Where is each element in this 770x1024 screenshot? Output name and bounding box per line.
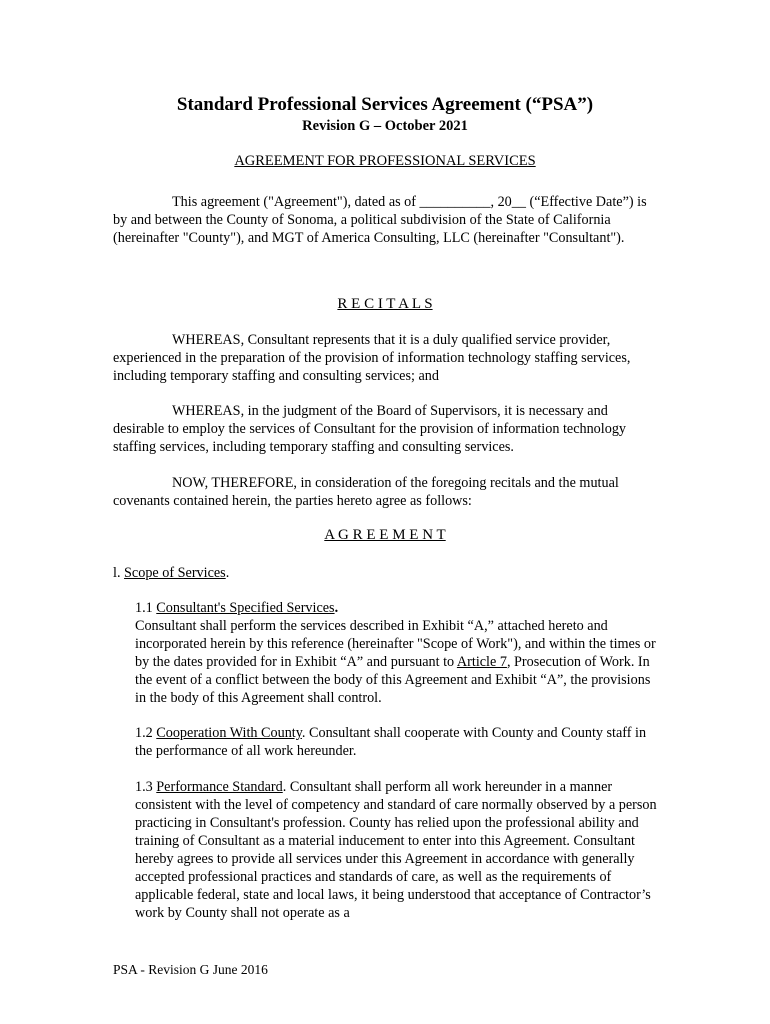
subsection-1-2-text: . Consultant shall cooperate with County and County staff in the performance of all work hereunder.	[135, 725, 647, 759]
article-7-link[interactable]: Article 7	[456, 654, 507, 670]
subsection-1-1-number: 1.1	[135, 600, 153, 616]
agreement-heading: A G R E E M E N T	[324, 527, 446, 543]
now-therefore-paragraph: NOW, THEREFORE, in consideration of the foregoing recitals and the mutual covenants contained herein, the parties hereto agree as follows:	[113, 475, 619, 509]
document-title: Standard Professional Services Agreement (“PSA”)	[176, 94, 594, 115]
subsection-1-1	[135, 599, 660, 707]
subsection-1-1-text-b: , Prosecution of Work. In the event of a conflict between the body of this Agreement and Exhibit “A”, the provisions in the body of this Agreement shall control.	[135, 654, 651, 706]
page-footer: PSA - Revision G June 2016	[113, 962, 268, 977]
section-1-title: Scope of Services	[124, 565, 226, 581]
subsection-1-1-text-a: Consultant shall perform the services described in Exhibit “A,” attached hereto and incorporated herein by this reference (hereinafter "Scope of Work"), and within the times or by the dates provided for in Exhibit “A” and pursuant to	[135, 618, 656, 670]
section-1-number: l.	[113, 565, 121, 581]
subsection-1-2-number: 1.2	[135, 725, 153, 741]
subsection-1-1-title-suffix: .	[334, 600, 339, 616]
section-1-title-suffix: .	[225, 565, 230, 581]
recitals-heading: R E C I T A L S	[337, 296, 433, 312]
section-1-heading	[113, 564, 653, 582]
document-subtitle: AGREEMENT FOR PROFESSIONAL SERVICES	[234, 153, 536, 169]
subsection-1-1-title: Consultant's Specified Services	[156, 600, 335, 616]
subsection-1-2	[135, 724, 660, 760]
subsection-1-3-number: 1.3	[135, 779, 153, 795]
revision-line: Revision G – October 2021	[302, 118, 468, 134]
subsection-1-3-title: Performance Standard	[156, 779, 283, 795]
whereas-paragraph-1: WHEREAS, Consultant represents that it is a duly qualified service provider, experienced in the preparation of the provision of information technology staffing services, including temporary staffing and consulting services; and	[113, 332, 631, 384]
whereas-paragraph-2: WHEREAS, in the judgment of the Board of Supervisors, it is necessary and desirable to employ the services of Consultant for the provision of information technology staffing services, including temporary staffing and consulting services.	[113, 403, 627, 455]
intro-paragraph: This agreement ("Agreement"), dated as of __________, 20__ (“Effective Date”) is by and between the County of Sonoma, a political subdivision of the State of California (hereinafter "County"), and MGT of America Consulting, LLC (hereinafter "Consultant").	[113, 194, 647, 246]
subsection-1-3-text: . Consultant shall perform all work hereunder in a manner consistent with the level of competency and standard of care normally observed by a person practicing in Consultant's profession. County has relied upon the professional ability and training of Consultant as a material inducement to enter into this Agreement. Consultant hereby agrees to provide all services under this Agreement in accordance with generally accepted professional practices and standards of care, as well as the requirements of applicable federal, state and local laws, it being understood that acceptance of Contractor’s work by County shall not operate as a	[135, 779, 657, 921]
subsection-1-2-title: Cooperation With County	[156, 725, 302, 741]
subsection-1-3	[135, 778, 660, 922]
